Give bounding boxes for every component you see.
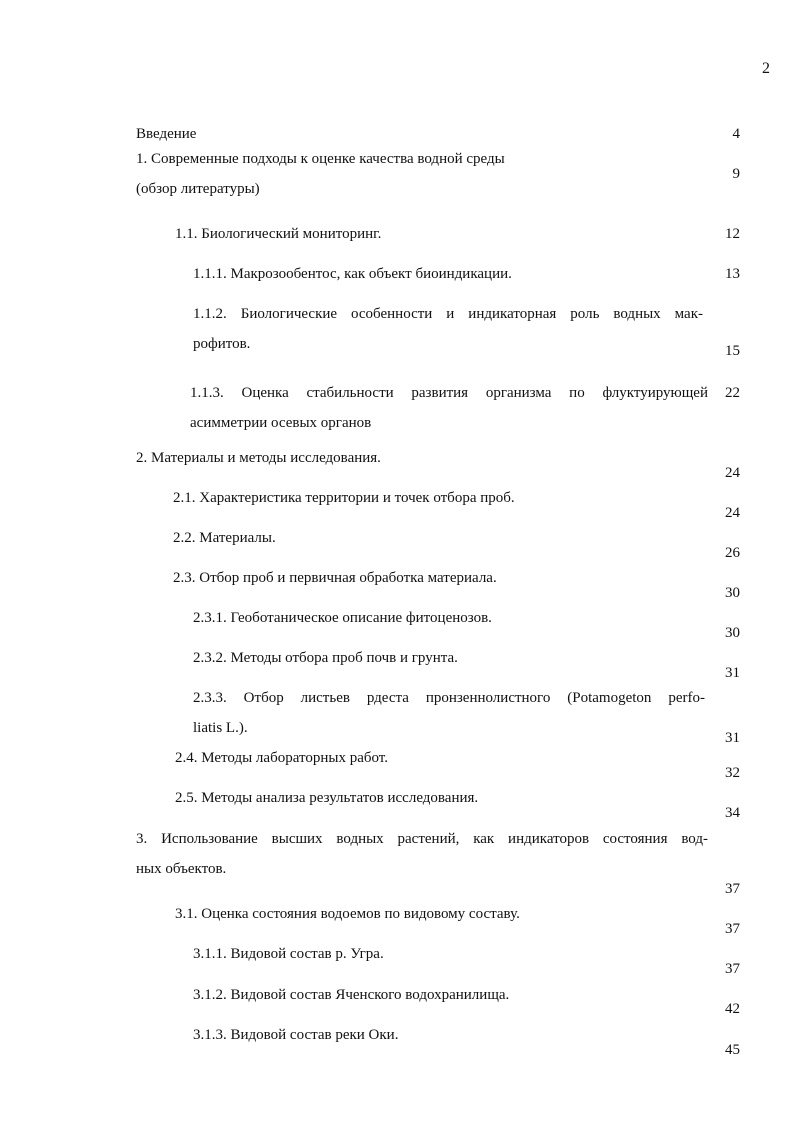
toc-entry-1-1-2-title-line2: рофитов. [193, 336, 251, 352]
toc-entry-ch3-page: 37 [725, 881, 740, 897]
toc-entry-2-3-3-title-line1: 2.3.3. Отбор листьев рдеста пронзеннолистного (Potamogeton perfo- [193, 690, 705, 706]
toc-entry-3-1-1-title: 3.1.1. Видовой состав р. Угра. [193, 946, 384, 962]
toc-entry-2-3-1-page: 30 [725, 625, 740, 641]
toc-entry-3-1-3-title: 3.1.3. Видовой состав реки Оки. [193, 1027, 399, 1043]
toc-entry-2-3-page: 30 [725, 585, 740, 601]
toc-entry-1-1-3-title-line2: асимметрии осевых органов [190, 415, 372, 431]
toc-entry-2-3-1-title: 2.3.1. Геоботаническое описание фитоценозов. [193, 610, 492, 626]
toc-entry-3-1-1-page: 37 [725, 961, 740, 977]
toc-entry-2-2-title: 2.2. Материалы. [173, 530, 276, 546]
toc-entry-2-2-page: 26 [725, 545, 740, 561]
toc-entry-1-1-1-page: 13 [725, 266, 740, 282]
toc-entry-3-1-3-page: 45 [725, 1042, 740, 1058]
toc-entry-ch1-page: 9 [732, 166, 740, 182]
toc-entry-ch3-title-line1: 3. Использование высших водных растений, как индикаторов состояния вод- [136, 831, 708, 847]
toc-entry-2-3-3-title-line2: liatis L.). [193, 720, 248, 736]
toc-entry-2-4-title: 2.4. Методы лабораторных работ. [175, 750, 388, 766]
toc-entry-ch3-title-line2: ных объектов. [136, 861, 227, 877]
toc-entry-2-1-page: 24 [725, 505, 740, 521]
toc-entry-1-1-1-title: 1.1.1. Макрозообентос, как объект биоиндикации. [193, 266, 512, 282]
toc-entry-2-3-2-title: 2.3.2. Методы отбора проб почв и грунта. [193, 650, 458, 666]
toc-entry-ch1-title-line2: (обзор литературы) [136, 181, 260, 197]
toc-entry-ch2-page: 24 [725, 465, 740, 481]
toc-entry-1-1-2-page: 15 [725, 343, 740, 359]
toc-entry-ch1-title-line1: 1. Современные подходы к оценке качества водной среды [136, 151, 505, 167]
toc-entry-2-3-2-page: 31 [725, 665, 740, 681]
toc-entry-intro-page: 4 [732, 126, 740, 142]
toc-entry-1-1-page: 12 [725, 226, 740, 242]
toc-entry-1-1-title: 1.1. Биологический мониторинг. [175, 226, 382, 242]
toc-entry-2-3-title: 2.3. Отбор проб и первичная обработка материала. [173, 570, 497, 586]
toc-entry-3-1-2-title: 3.1.2. Видовой состав Яченского водохранилища. [193, 987, 510, 1003]
toc-entry-3-1-title: 3.1. Оценка состояния водоемов по видовому составу. [175, 906, 520, 922]
toc-entry-3-1-2-page: 42 [725, 1001, 740, 1017]
toc-entry-ch2-title: 2. Материалы и методы исследования. [136, 450, 381, 466]
toc-entry-1-1-2-title-line1: 1.1.2. Биологические особенности и индикаторная роль водных мак- [193, 306, 703, 322]
toc-entry-2-4-page: 32 [725, 765, 740, 781]
toc-entry-2-3-3-page: 31 [725, 730, 740, 746]
toc-entry-intro-title: Введение [136, 126, 197, 142]
toc-entry-3-1-page: 37 [725, 921, 740, 937]
toc-entry-1-1-3-title-line1: 1.1.3. Оценка стабильности развития организма по флуктуирующей [190, 385, 708, 401]
toc-entry-2-5-page: 34 [725, 805, 740, 821]
toc-entry-2-5-title: 2.5. Методы анализа результатов исследования. [175, 790, 479, 806]
toc-entry-1-1-3-page: 22 [725, 385, 740, 401]
page-number: 2 [762, 60, 770, 77]
toc-entry-2-1-title: 2.1. Характеристика территории и точек отбора проб. [173, 490, 515, 506]
